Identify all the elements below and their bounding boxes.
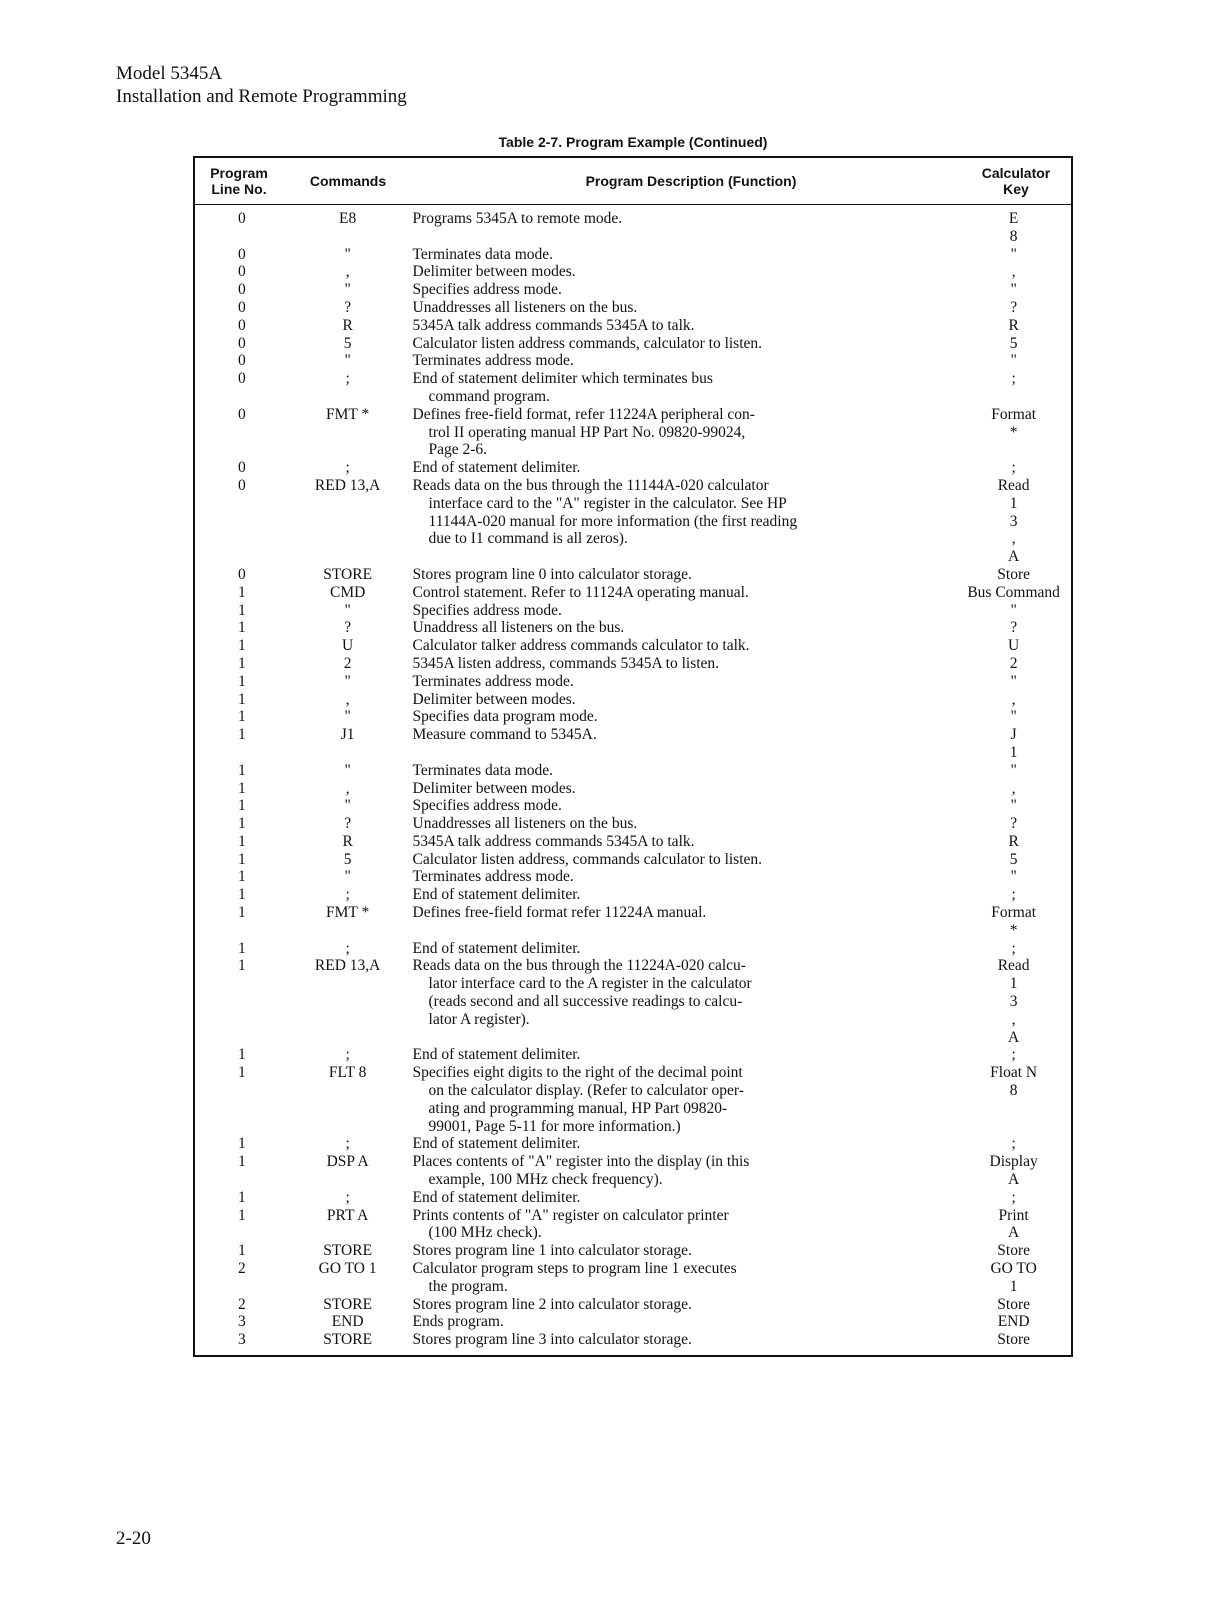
description: Specifies address mode. [412, 797, 562, 815]
description: Terminates data mode. [412, 761, 554, 779]
command: " [344, 797, 351, 815]
description: Terminates address mode. [412, 352, 574, 370]
calculator-key: Float N 8 [990, 1064, 1038, 1100]
description: Delimiter between modes. [412, 779, 576, 797]
description: Reads data on the bus through the 11224A-020 calcu- lator interface card to the A register in the calculator (reads second and all successive readings to calcu- lator A register). [412, 957, 752, 1028]
table-row [195, 459, 1071, 477]
table-row [195, 1331, 1071, 1349]
command: STORE [323, 565, 373, 583]
command: ; [345, 370, 350, 388]
command: " [344, 672, 351, 690]
command: , [345, 263, 350, 281]
line-number: 2 [238, 1295, 246, 1313]
table-row [195, 1207, 1071, 1243]
command: FLT 8 [328, 1064, 367, 1082]
calculator-key: ; [1011, 1135, 1016, 1153]
table-caption: Table 2-7. Program Example (Continued) [498, 134, 768, 150]
line-number: 0 [238, 245, 246, 263]
command: ? [344, 619, 352, 637]
description: End of statement delimiter. [412, 1135, 581, 1153]
calculator-key: " [1010, 281, 1017, 299]
table-row [195, 691, 1071, 709]
table-row [195, 1046, 1071, 1064]
command: ; [345, 1135, 350, 1153]
calculator-key: ; [1011, 1188, 1016, 1206]
table-row [195, 637, 1071, 655]
description: Stores program line 2 into calculator storage. [412, 1295, 692, 1313]
line-number: 1 [238, 583, 246, 601]
table-row [195, 904, 1071, 940]
table-row [195, 1242, 1071, 1260]
table-row [195, 1260, 1071, 1296]
description: End of statement delimiter. [412, 886, 581, 904]
table-row [195, 1296, 1071, 1314]
column-header-description: Program Description (Function) [585, 173, 797, 189]
command: STORE [323, 1295, 373, 1313]
table-row [195, 726, 1071, 762]
command: , [345, 690, 350, 708]
calculator-key: Store [997, 1242, 1030, 1260]
calculator-key: Read 1 3 , A [997, 957, 1030, 1046]
calculator-key: ; [1011, 886, 1016, 904]
description: Places contents of "A" register into the display (in this example, 100 MHz check frequency). [412, 1153, 750, 1189]
line-number: 0 [238, 316, 246, 334]
line-number: 1 [238, 726, 246, 744]
table-row [195, 1064, 1071, 1135]
line-number: 1 [238, 868, 246, 886]
calculator-key: J 1 [1009, 726, 1018, 761]
line-number: 1 [238, 886, 246, 904]
description: Stores program line 3 into calculator storage. [412, 1331, 692, 1349]
calculator-key: Store [997, 565, 1030, 583]
command: 5 [343, 334, 352, 352]
table-row [195, 815, 1071, 833]
description: Terminates data mode. [412, 245, 554, 263]
description: Unaddresses all listeners on the bus. [412, 815, 638, 833]
line-number: 3 [238, 1313, 246, 1331]
description: Delimiter between modes. [412, 690, 576, 708]
line-number: 0 [238, 352, 246, 370]
table-row [195, 655, 1071, 673]
table-row [195, 1189, 1071, 1207]
calculator-key: 2 [1009, 654, 1018, 672]
calculator-key: " [1010, 868, 1017, 886]
command: ; [345, 1188, 350, 1206]
table-row [195, 619, 1071, 637]
description: Specifies address mode. [412, 601, 562, 619]
line-number: 1 [238, 797, 246, 815]
table-row [195, 406, 1071, 459]
description: End of statement delimiter. [412, 459, 581, 477]
column-header-line-no: Program Line No. [210, 165, 268, 197]
command: ; [345, 939, 350, 957]
calculator-key: " [1010, 245, 1017, 263]
line-number: 1 [238, 654, 246, 672]
line-number: 0 [238, 370, 246, 388]
description: Calculator program steps to program line 1 executes the program. [412, 1260, 737, 1295]
model-title: Model 5345A [116, 63, 223, 84]
line-number: 1 [238, 761, 246, 779]
column-header-commands: Commands [309, 173, 387, 189]
table-row [195, 868, 1071, 886]
command: PRT A [326, 1206, 369, 1224]
table-row [195, 299, 1071, 317]
line-number: 1 [238, 672, 246, 690]
calculator-key: ; [1011, 370, 1016, 388]
table-row [195, 477, 1071, 566]
command: RED 13,A [314, 476, 381, 494]
line-number: 1 [238, 815, 246, 833]
description: Programs 5345A to remote mode. [412, 210, 623, 227]
description: 5345A listen address, commands 5345A to listen. [412, 654, 720, 672]
description: Reads data on the bus through the 11144A-020 calculator interface card to the "A" register in the calculator. See HP 11144A-020 manual for more information (the first reading due to I1 command is all zeros). [412, 476, 798, 548]
calculator-key: 5 [1009, 850, 1018, 868]
description: Terminates address mode. [412, 672, 574, 690]
command: " [344, 868, 351, 886]
description: Specifies address mode. [412, 281, 562, 299]
command: FMT * [326, 904, 370, 922]
table-header [195, 158, 1071, 205]
column-header-calculator-key: Calculator Key [981, 165, 1051, 197]
calculator-key: U [1008, 637, 1020, 655]
calculator-key: ; [1011, 1046, 1016, 1064]
table-row [195, 352, 1071, 370]
calculator-key: ? [1010, 619, 1018, 637]
calculator-key: " [1010, 601, 1017, 619]
command: " [344, 281, 351, 299]
command: STORE [323, 1331, 373, 1349]
line-number: 1 [238, 832, 246, 850]
line-number: 1 [238, 904, 246, 922]
command: R [342, 832, 353, 850]
line-number: 2 [238, 1260, 246, 1278]
line-number: 1 [238, 637, 246, 655]
line-number: 1 [238, 1153, 246, 1171]
table-row [195, 210, 1071, 246]
line-number: 1 [238, 601, 246, 619]
description: End of statement delimiter. [412, 1046, 581, 1064]
command: ; [345, 459, 350, 477]
calculator-key: " [1010, 797, 1017, 815]
command: " [344, 245, 351, 263]
table-row [195, 833, 1071, 851]
description: End of statement delimiter. [412, 939, 581, 957]
command: R [342, 316, 353, 334]
line-number: 1 [238, 850, 246, 868]
calculator-key: R [1008, 316, 1019, 334]
line-number: 0 [238, 476, 246, 494]
calculator-key: Bus Command [967, 583, 1060, 601]
calculator-key: ; [1011, 459, 1016, 477]
line-number: 3 [238, 1331, 246, 1349]
table-row [195, 1135, 1071, 1153]
command: CMD [329, 583, 366, 601]
command: U [342, 637, 354, 655]
table-row [195, 566, 1071, 584]
description: Unaddress all listeners on the bus. [412, 619, 625, 637]
calculator-key: , [1011, 779, 1016, 797]
line-number: 1 [238, 619, 246, 637]
command: GO TO 1 [318, 1260, 377, 1278]
command: END [331, 1313, 364, 1331]
command: " [344, 708, 351, 726]
description: Defines free-field format refer 11224A manual. [412, 904, 707, 922]
table-row [195, 281, 1071, 299]
calculator-key: END [997, 1313, 1030, 1331]
calculator-key: Store [997, 1331, 1030, 1349]
section-title: Installation and Remote Programming [116, 86, 407, 107]
table-row [195, 708, 1071, 726]
calculator-key: , [1011, 263, 1016, 281]
table-row [195, 602, 1071, 620]
calculator-key: ; [1011, 939, 1016, 957]
table-row [195, 851, 1071, 869]
description: Specifies eight digits to the right of the decimal point on the calculator display. (Refer to calculator oper- ating and programming manual, HP Part 09820- 99001, Page 5-11 for more information.) [412, 1064, 744, 1135]
line-number: 1 [238, 957, 246, 975]
description: 5345A talk address commands 5345A to talk. [412, 832, 695, 850]
line-number: 0 [238, 281, 246, 299]
calculator-key: " [1010, 672, 1017, 690]
line-number: 0 [238, 334, 246, 352]
calculator-key: " [1010, 352, 1017, 370]
table-row [195, 673, 1071, 691]
calculator-key: Print A [998, 1206, 1029, 1242]
line-number: 1 [238, 690, 246, 708]
table-row [195, 886, 1071, 904]
line-number: 0 [238, 298, 246, 316]
command: J1 [340, 726, 355, 744]
calculator-key: ? [1010, 815, 1018, 833]
command: 5 [343, 850, 352, 868]
description: Unaddresses all listeners on the bus. [412, 298, 638, 316]
calculator-key: ? [1010, 298, 1018, 316]
description: Calculator talker address commands calculator to talk. [412, 637, 750, 655]
command: " [344, 352, 351, 370]
description: Control statement. Refer to 11124A operating manual. [412, 583, 749, 601]
line-number: 0 [238, 210, 246, 227]
table-row [195, 335, 1071, 353]
program-example-table [193, 156, 1073, 1357]
calculator-key: Store [997, 1295, 1030, 1313]
line-number: 1 [238, 1206, 246, 1224]
description: Stores program line 0 into calculator storage. [412, 565, 692, 583]
line-number: 1 [238, 1135, 246, 1153]
page-header [116, 62, 407, 108]
command: E8 [339, 210, 357, 227]
line-number: 0 [238, 459, 246, 477]
table-row [195, 940, 1071, 958]
description: Delimiter between modes. [412, 263, 576, 281]
description: End of statement delimiter. [412, 1188, 581, 1206]
calculator-key: GO TO 1 [990, 1260, 1037, 1295]
table-row [195, 1313, 1071, 1331]
command: STORE [323, 1242, 373, 1260]
table-row [195, 780, 1071, 798]
command: ? [344, 815, 352, 833]
description: Ends program. [412, 1313, 504, 1331]
command: , [345, 779, 350, 797]
command: 2 [343, 654, 352, 672]
line-number: 0 [238, 405, 246, 423]
table-row [195, 762, 1071, 780]
description: Stores program line 1 into calculator storage. [412, 1242, 692, 1260]
calculator-key: " [1010, 708, 1017, 726]
command: FMT * [326, 405, 370, 423]
description: Measure command to 5345A. [412, 726, 597, 744]
calculator-key: , [1011, 690, 1016, 708]
line-number: 1 [238, 1046, 246, 1064]
line-number: 1 [238, 1242, 246, 1260]
line-number: 1 [238, 779, 246, 797]
line-number: 1 [238, 1188, 246, 1206]
command: RED 13,A [314, 957, 381, 975]
table-row [195, 317, 1071, 335]
line-number: 1 [238, 1064, 246, 1082]
description: Calculator listen address, commands calculator to listen. [412, 850, 763, 868]
table-row [195, 246, 1071, 264]
line-number: 1 [238, 939, 246, 957]
table-row [195, 957, 1071, 1046]
page-number: 2-20 [116, 1528, 151, 1549]
command: DSP A [326, 1153, 369, 1171]
command: ; [345, 1046, 350, 1064]
table-row [195, 797, 1071, 815]
table-body [195, 205, 1071, 1349]
calculator-key: Display A [989, 1153, 1038, 1189]
description: Terminates address mode. [412, 868, 574, 886]
table-row [195, 263, 1071, 281]
calculator-key: " [1010, 761, 1017, 779]
description: Specifies data program mode. [412, 708, 598, 726]
command: " [344, 761, 351, 779]
calculator-key: R [1008, 832, 1019, 850]
calculator-key: Read 1 3 , A [997, 476, 1030, 566]
table-row [195, 1153, 1071, 1189]
calculator-key: Format * [991, 904, 1037, 939]
description: Prints contents of "A" register on calculator printer (100 MHz check). [412, 1206, 729, 1242]
command: ; [345, 886, 350, 904]
command: ? [344, 298, 352, 316]
description: End of statement delimiter which terminates bus command program. [412, 370, 713, 405]
line-number: 1 [238, 708, 246, 726]
description: Defines free-field format, refer 11224A peripheral con- trol II operating manual HP Part No. 09820-99024, Page 2-6. [412, 405, 755, 459]
command: " [344, 601, 351, 619]
description: 5345A talk address commands 5345A to talk. [412, 316, 695, 334]
calculator-key: Format * [991, 405, 1037, 441]
calculator-key: 5 [1009, 334, 1018, 352]
line-number: 0 [238, 263, 246, 281]
line-number: 0 [238, 565, 246, 583]
table-row [195, 584, 1071, 602]
calculator-key: E 8 [1008, 210, 1019, 245]
description: Calculator listen address commands, calculator to listen. [412, 334, 763, 352]
table-row [195, 370, 1071, 406]
